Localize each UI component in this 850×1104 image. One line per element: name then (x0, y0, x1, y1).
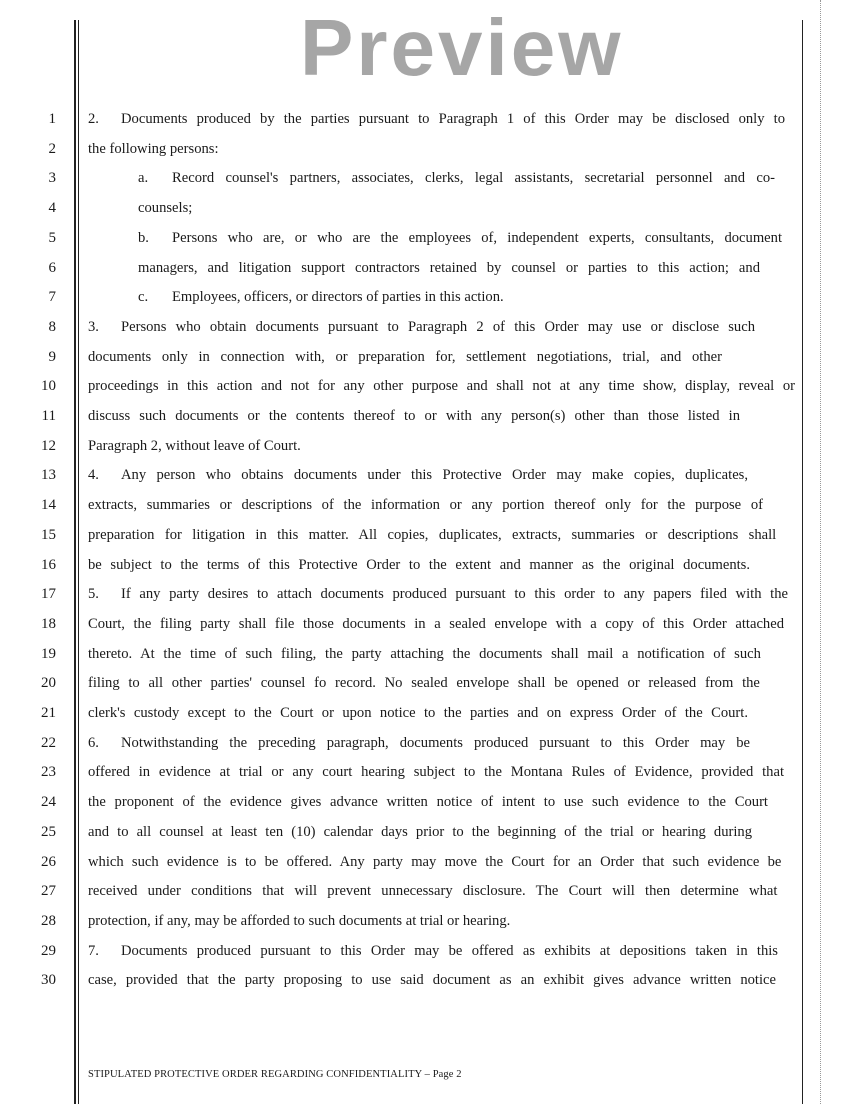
line-number: 24 (41, 794, 56, 811)
document-line (88, 853, 786, 871)
line-number: 27 (41, 883, 56, 900)
document-line (88, 734, 750, 752)
line-number: 9 (48, 348, 56, 365)
document-line (88, 763, 784, 781)
document-line (138, 288, 790, 306)
document-line (88, 645, 766, 663)
paragraph-label: 3. (88, 318, 99, 335)
document-line (88, 140, 790, 158)
line-text: proceedings in this action and not for any other purpose and shall not at any time show, display, reveal or (88, 378, 795, 395)
line-number: 8 (48, 318, 56, 335)
document-line (88, 377, 795, 395)
line-number: 16 (41, 556, 56, 573)
line-number: 5 (48, 229, 56, 246)
line-text: protection, if any, may be afforded to such documents at trial or hearing. (88, 912, 511, 929)
document-line (138, 229, 782, 247)
line-text: Persons who obtain documents pursuant to Paragraph 2 of this Order may use or disclose such (121, 318, 755, 335)
document-line (138, 199, 790, 217)
line-number: 21 (41, 705, 56, 721)
document-line (88, 942, 778, 960)
line-number: 10 (41, 378, 56, 395)
line-number: 1 (48, 111, 56, 127)
right-margin-rule (802, 20, 803, 1104)
line-number: 28 (41, 912, 56, 929)
line-number: 13 (41, 467, 56, 484)
document-line (88, 882, 784, 900)
line-text: If any party desires to attach documents produced pursuant to this order to any papers filed with the (121, 586, 788, 603)
document-line (88, 704, 748, 722)
line-number: 4 (48, 200, 56, 217)
line-number: 18 (41, 615, 56, 632)
line-text: discuss such documents or the contents thereof to or with any person(s) other than those listed in (88, 408, 740, 424)
document-line (88, 912, 790, 930)
line-number: 11 (41, 408, 56, 424)
line-text: and to all counsel at least ten (10) calendar days prior to the beginning of the trial or hearing during (88, 823, 752, 840)
line-text: filing to all other parties' counsel fo record. No sealed envelope shall be opened or released from the (88, 675, 760, 692)
left-margin-rule-inner (78, 20, 79, 1104)
line-text: case, provided that the party proposing to use said document as an exhibit gives advance written notice (88, 972, 776, 989)
document-line (88, 110, 785, 128)
paragraph-label: b. (138, 229, 149, 246)
line-number: 17 (41, 586, 56, 603)
paragraph-label: 4. (88, 467, 99, 484)
line-text: thereto. At the time of such filing, the party attaching the documents shall mail a notification of such (88, 645, 761, 662)
line-text: Employees, officers, or directors of parties in this action. (172, 289, 504, 306)
line-text: which such evidence is to be offered. Any party may move the Court for an Order that such evidence be (88, 853, 782, 870)
document-line (138, 169, 775, 187)
line-number: 26 (41, 853, 56, 870)
document-line (88, 318, 755, 336)
document-line (88, 971, 776, 989)
line-text: received under conditions that will prevent unnecessary disclosure. The Court will then determine what (88, 883, 778, 900)
line-number: 15 (41, 526, 56, 543)
left-margin-rule (74, 20, 76, 1104)
line-text: counsels; (138, 200, 193, 217)
line-text: the proponent of the evidence gives advance written notice of intent to use such evidence to the Court (88, 794, 768, 811)
document-line (88, 496, 763, 514)
document-line (88, 348, 722, 366)
line-text: Paragraph 2, without leave of Court. (88, 437, 301, 454)
line-number: 22 (41, 734, 56, 751)
line-number: 20 (41, 675, 56, 692)
document-line (88, 526, 783, 544)
paragraph-label: a. (138, 170, 149, 187)
line-text: the following persons: (88, 140, 219, 157)
line-text: documents only in connection with, or preparation for, settlement negotiations, trial, and other (88, 348, 722, 365)
document-line (88, 585, 788, 603)
line-text: extracts, summaries or descriptions of the information or any portion thereof only for the purpose of (88, 497, 763, 514)
line-number: 6 (48, 259, 56, 276)
preview-watermark: Preview (300, 3, 624, 92)
line-number: 14 (41, 497, 56, 514)
scan-edge-dots (820, 0, 823, 1104)
line-text: Any person who obtains documents under this Protective Order may make copies, duplicates, (121, 467, 748, 484)
paragraph-label: 6. (88, 734, 99, 751)
paragraph-label: c. (138, 289, 149, 306)
line-number: 23 (41, 764, 56, 781)
paragraph-label: 7. (88, 942, 99, 959)
line-number: 19 (41, 645, 56, 662)
line-text: preparation for litigation in this matter. All copies, duplicates, extracts, summaries or descriptions shall (88, 526, 777, 543)
line-text: offered in evidence at trial or any court hearing subject to the Montana Rules of Evidence, provided that (88, 764, 784, 781)
paragraph-label: 5. (88, 586, 99, 603)
line-number: 12 (41, 437, 56, 454)
line-number: 25 (41, 823, 56, 840)
document-line (138, 259, 760, 277)
page-footer: STIPULATED PROTECTIVE ORDER REGARDING CONFIDENTIALITY – Page 2 (88, 1069, 462, 1080)
document-line (88, 615, 784, 633)
line-text: be subject to the terms of this Protective Order to the extent and manner as the original documents. (88, 556, 750, 573)
line-text: clerk's custody except to the Court or upon notice to the parties and on express Order of the Court. (88, 705, 748, 721)
document-line (88, 407, 740, 425)
document-line (88, 437, 790, 455)
line-number: 2 (48, 140, 56, 157)
document-line (88, 556, 750, 574)
document-line (88, 466, 748, 484)
line-number: 7 (48, 289, 56, 306)
line-number: 3 (48, 170, 56, 187)
line-number: 30 (41, 972, 56, 989)
document-line (88, 823, 752, 841)
line-text: Notwithstanding the preceding paragraph, documents produced pursuant to this Order may be (121, 734, 750, 751)
document-line (88, 793, 768, 811)
line-text: Record counsel's partners, associates, clerks, legal assistants, secretarial personnel and co- (172, 170, 775, 187)
line-text: Documents produced pursuant to this Order may be offered as exhibits at depositions taken in this (121, 942, 778, 959)
line-text: managers, and litigation support contractors retained by counsel or parties to this action; and (138, 259, 760, 276)
line-text: Court, the filing party shall file those documents in a sealed envelope with a copy of this Order attached (88, 615, 784, 632)
document-line (88, 674, 765, 692)
line-number: 29 (41, 942, 56, 959)
paragraph-label: 2. (88, 111, 99, 127)
line-text: Persons who are, or who are the employees of, independent experts, consultants, document (172, 229, 782, 246)
line-text: Documents produced by the parties pursuant to Paragraph 1 of this Order may be disclosed only to (121, 111, 785, 127)
